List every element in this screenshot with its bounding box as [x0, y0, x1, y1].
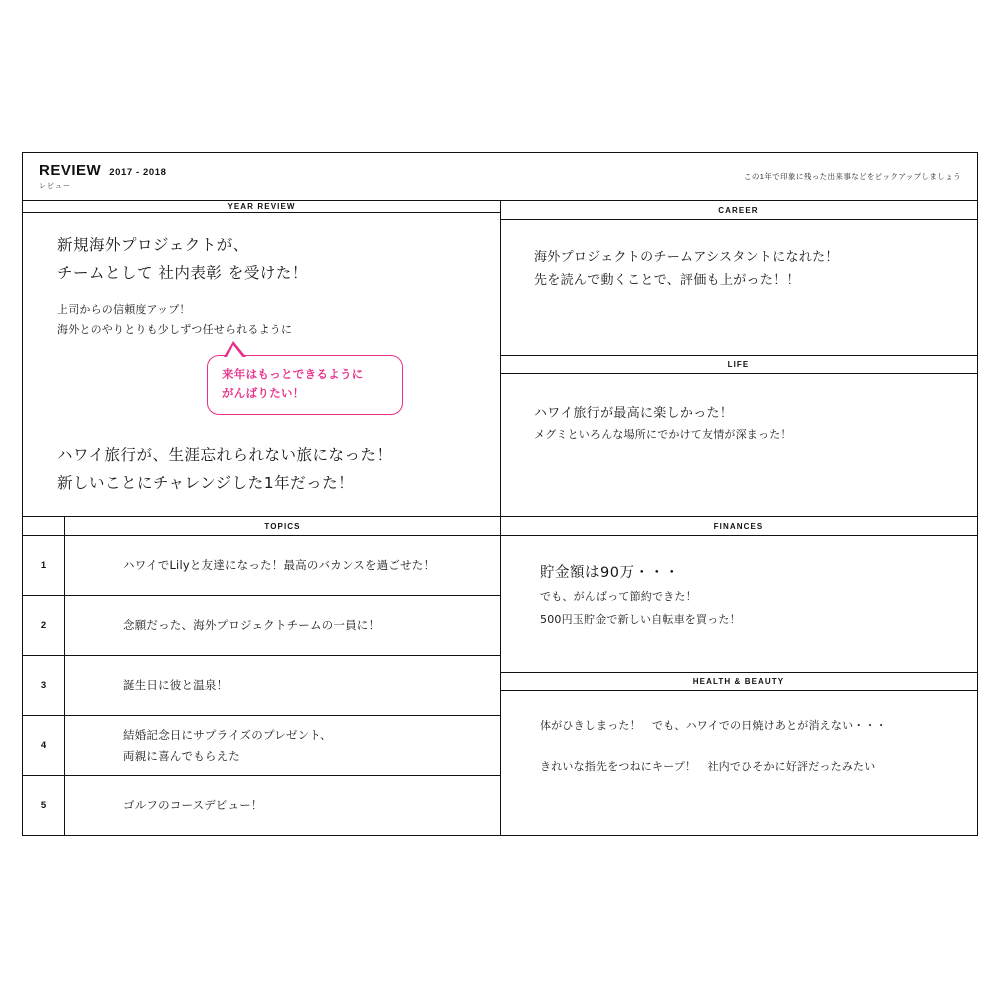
planner-spread — [22, 152, 978, 836]
page-title-years: 2017 - 2018 — [109, 167, 167, 178]
section-label-health-beauty — [500, 672, 977, 691]
topic-text-line: 念願だった、海外プロジェクトチームの一員に！ — [123, 618, 381, 633]
speech-bubble-tail-fill-icon — [226, 345, 244, 359]
speech-bubble — [207, 355, 403, 415]
topics-header-row — [23, 517, 500, 536]
finances-amount: 貯金額は90万・・・ — [540, 565, 680, 581]
header-right — [500, 153, 977, 200]
header-band — [23, 153, 977, 201]
table-row[interactable] — [23, 716, 500, 776]
topic-number: 5 — [23, 776, 65, 835]
spacer — [57, 415, 466, 441]
topic-text — [65, 776, 500, 835]
section-label-life — [500, 355, 977, 374]
topic-number: 4 — [23, 716, 65, 775]
section-label-text: YEAR REVIEW — [227, 201, 296, 211]
year-review-note-2: 海外とのやりとりも少しずつ任せられるように — [57, 323, 293, 337]
section-label-text: HEALTH & BEAUTY — [692, 677, 785, 686]
spread-body — [23, 201, 977, 835]
topic-text-line: 結婚記念日にサプライズのプレゼント、 — [123, 728, 332, 743]
section-label-text: FINANCES — [713, 521, 764, 531]
center-divider — [500, 201, 501, 835]
year-review-line-4: 新しいことにチャレンジした1年だった！ — [57, 474, 355, 493]
career-pane — [500, 220, 977, 355]
section-label-topics — [65, 517, 500, 535]
topics-column — [23, 517, 500, 835]
header-left — [23, 153, 500, 200]
year-review-pane — [23, 213, 500, 516]
life-line-1: ハワイ旅行が最高に楽しかった！ — [534, 406, 734, 421]
table-row[interactable] — [23, 536, 500, 596]
health-beauty-pane — [500, 691, 977, 835]
table-row[interactable] — [23, 596, 500, 656]
finances-line-1: でも、がんばって節約できた！ — [540, 590, 697, 604]
topics-number-header — [23, 517, 65, 535]
topic-text-line: ハワイでLilyと友達になった！最高のバカンスを過ごせた！ — [123, 558, 436, 573]
topic-text-line: 誕生日に彼と温泉！ — [123, 678, 229, 693]
table-row[interactable] — [23, 656, 500, 716]
review-title-row — [39, 162, 500, 179]
year-review-line-2: チームとして 社内表彰 を受けた！ — [57, 264, 308, 283]
finances-pane — [500, 536, 977, 672]
health-line-1: 体がひきしまった！ でも、ハワイでの日焼けあとが消えない・・・ — [540, 719, 887, 732]
section-label-finances — [500, 517, 977, 536]
section-label-text: CAREER — [718, 205, 759, 215]
topic-text-line: 両親に喜んでもらえた — [123, 748, 240, 763]
header-instruction-note: この1年で印象に残った出来事などをピックアップしましょう — [743, 172, 961, 181]
year-review-column — [23, 201, 500, 516]
topic-text-line: ゴルフのコースデビュー！ — [123, 798, 263, 813]
career-line-2: 先を読んで動くことで、評価も上がった！！ — [534, 273, 800, 289]
health-line-2: きれいな指先をつねにキープ！ 社内でひそかに好評だったみたい — [540, 759, 876, 773]
section-label-career — [500, 201, 977, 220]
year-review-line-3: ハワイ旅行が、生涯忘れられない旅になった！ — [57, 445, 393, 464]
finances-line-2: 500円玉貯金で新しい自転車を買った！ — [540, 612, 741, 626]
career-life-column — [500, 201, 977, 516]
topic-text — [65, 656, 500, 715]
page-subtitle: レビュー — [39, 183, 71, 190]
life-pane — [500, 374, 977, 516]
year-review-line-1: 新規海外プロジェクトが、 — [57, 235, 249, 254]
speech-bubble-wrap — [207, 355, 403, 415]
spacer — [57, 288, 466, 300]
page-title: REVIEW — [39, 162, 102, 179]
topic-number: 3 — [23, 656, 65, 715]
topic-number: 2 — [23, 596, 65, 655]
topics-rows — [23, 536, 500, 835]
speech-bubble-line-1: 来年はもっとできるように — [222, 366, 364, 381]
year-review-note-1: 上司からの信頼度アップ！ — [57, 302, 191, 316]
topic-number: 1 — [23, 536, 65, 595]
topic-text — [65, 536, 500, 595]
table-row[interactable] — [23, 776, 500, 835]
section-label-text: TOPICS — [264, 521, 301, 531]
career-line-1: 海外プロジェクトのチームアシスタントになれた！ — [534, 250, 839, 265]
finances-health-column — [500, 517, 977, 835]
topic-text — [65, 716, 500, 775]
section-label-year-review — [23, 201, 500, 213]
section-label-text: LIFE — [727, 360, 750, 369]
speech-bubble-line-2: がんばりたい！ — [222, 386, 305, 401]
life-line-2: メグミといろんな場所にでかけて友情が深まった！ — [534, 428, 792, 442]
topic-text — [65, 596, 500, 655]
